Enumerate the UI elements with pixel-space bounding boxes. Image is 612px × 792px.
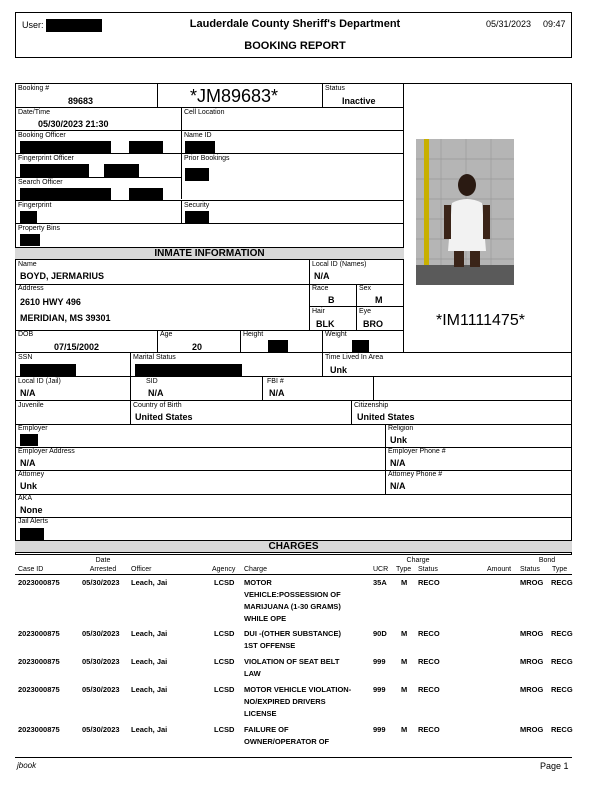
charge-status: RECO	[418, 578, 440, 587]
booking-number-label: Booking #	[18, 85, 50, 92]
charge-bond-status: MROG	[520, 578, 544, 587]
dob-value: 07/15/2002	[54, 342, 100, 352]
sex-value: M	[375, 295, 383, 305]
local-id-names: N/A	[314, 271, 330, 281]
col-status: Status	[418, 566, 438, 573]
charge-officer: Leach, Jai	[131, 685, 168, 694]
attorney-phone-label: Attorney Phone #	[388, 471, 443, 478]
ssn-label: SSN	[18, 354, 33, 361]
fingerprint-officer-label: Fingerprint Officer	[18, 155, 74, 162]
charge-type: M	[401, 657, 408, 666]
height-label: Height	[243, 331, 264, 338]
dob-label: DOB	[18, 331, 34, 338]
user-label: User:	[22, 20, 44, 30]
charge-description: LAW	[244, 669, 261, 678]
col-charge: Charge	[244, 566, 267, 573]
charge-status: RECO	[418, 629, 440, 638]
charge-ucr: 35A	[373, 578, 387, 587]
mugshot-photo	[416, 139, 514, 285]
charge-description: DUI -(OTHER SUBSTANCE)	[244, 629, 341, 638]
redacted-user	[46, 19, 102, 32]
charge-description: VEHICLE:POSSESSION OF	[244, 590, 341, 599]
charge-ucr: 999	[373, 725, 386, 734]
report-title: BOOKING REPORT	[244, 40, 346, 52]
search-officer-label: Search Officer	[18, 179, 63, 186]
weight-label: Weight	[325, 331, 347, 338]
booking-code: *JM89683*	[190, 86, 279, 106]
charge-agency: LCSD	[214, 657, 235, 666]
charge-officer: Leach, Jai	[131, 629, 168, 638]
inmate-name: BOYD, JERMARIUS	[20, 271, 105, 281]
aka-value: None	[20, 505, 43, 515]
charge-ucr: 999	[373, 657, 386, 666]
report-date: 05/31/2023	[486, 19, 532, 29]
attorney-value: Unk	[20, 481, 38, 491]
charge-description: LICENSE	[244, 709, 277, 718]
footer-left: jbook	[17, 761, 37, 770]
sid-label: SID	[146, 378, 158, 385]
fingerprint-label: Fingerprint	[18, 202, 52, 209]
attorney-phone: N/A	[390, 481, 406, 491]
status-label: Status	[325, 85, 345, 92]
charge-bond-status: MROG	[520, 657, 544, 666]
local-id-jail-label: Local ID (Jail)	[18, 378, 61, 385]
datetime-value: 05/30/2023 21:30	[38, 119, 109, 129]
status-value: Inactive	[342, 96, 376, 106]
charge-description: WHILE OPE	[244, 614, 287, 623]
col-bond-type: Type	[552, 566, 568, 573]
local-id-jail: N/A	[20, 388, 36, 398]
charge-bond-type: RECG	[551, 657, 573, 666]
col-bond-group: Bond	[538, 557, 556, 564]
property-bins-label: Property Bins	[18, 225, 61, 232]
juvenile-label: Juvenile	[18, 402, 44, 409]
photo-id-code: *IM1111475*	[436, 312, 525, 329]
charge-description: VIOLATION OF SEAT BELT	[244, 657, 340, 666]
photo-divider	[403, 83, 404, 352]
religion-label: Religion	[388, 425, 414, 432]
time-lived-label: Time Lived In Area	[325, 354, 384, 361]
employer-address-label: Employer Address	[18, 448, 75, 455]
age-value: 20	[192, 342, 203, 352]
col-date-top: Date	[95, 557, 111, 564]
charge-date: 05/30/2023	[82, 685, 120, 694]
inmate-info-header: INMATE INFORMATION	[15, 247, 404, 260]
country-of-birth-label: Country of Birth	[133, 402, 182, 409]
charge-type: M	[401, 578, 408, 587]
charge-date: 05/30/2023	[82, 657, 120, 666]
attorney-label: Attorney	[18, 471, 45, 478]
religion-value: Unk	[390, 435, 408, 445]
fbi-label: FBI #	[267, 378, 284, 385]
marital-status-label: Marital Status	[133, 354, 176, 361]
report-time: 09:47	[543, 19, 566, 29]
charge-description: NO/EXPIRED DRIVERS	[244, 697, 326, 706]
employer-address: N/A	[20, 458, 36, 468]
country-of-birth: United States	[135, 412, 193, 422]
charge-officer: Leach, Jai	[131, 578, 168, 587]
charge-agency: LCSD	[214, 685, 235, 694]
charge-bond-type: RECG	[551, 629, 573, 638]
charge-description: 1ST OFFENSE	[244, 641, 296, 650]
local-id-names-label: Local ID (Names)	[312, 261, 367, 268]
fbi-value: N/A	[269, 388, 285, 398]
col-date-bottom: Arrested	[89, 566, 117, 573]
charge-agency: LCSD	[214, 578, 235, 587]
eye-label: Eye	[359, 308, 372, 315]
charge-bond-type: RECG	[551, 578, 573, 587]
charge-type: M	[401, 725, 408, 734]
charge-status: RECO	[418, 657, 440, 666]
name-id-label: Name ID	[184, 132, 212, 139]
charge-case-id: 2023000875	[18, 685, 60, 694]
charge-agency: LCSD	[214, 629, 235, 638]
cell-location-label: Cell Location	[184, 109, 225, 116]
col-case-id: Case ID	[18, 566, 44, 573]
charges-header: CHARGES	[15, 540, 572, 553]
charge-status: RECO	[418, 685, 440, 694]
charge-description: FAILURE OF	[244, 725, 289, 734]
charge-officer: Leach, Jai	[131, 725, 168, 734]
charge-agency: LCSD	[214, 725, 235, 734]
age-label: Age	[160, 331, 173, 338]
charge-type: M	[401, 629, 408, 638]
charge-ucr: 999	[373, 685, 386, 694]
agency-title: Lauderdale County Sheriff's Department	[189, 18, 401, 30]
charge-officer: Leach, Jai	[131, 657, 168, 666]
address-line-2: MERIDIAN, MS 39301	[20, 313, 111, 323]
aka-label: AKA	[18, 495, 33, 502]
charge-bond-status: MROG	[520, 629, 544, 638]
citizenship-value: United States	[357, 412, 415, 422]
charge-description: MARIJUANA (1-30 GRAMS)	[244, 602, 341, 611]
eye-value: BRO	[363, 319, 383, 329]
charge-date: 05/30/2023	[82, 578, 120, 587]
address-line-1: 2610 HWY 496	[20, 297, 81, 307]
name-label: Name	[18, 261, 37, 268]
col-ucr: UCR	[373, 566, 389, 573]
col-amount: Amount	[487, 566, 512, 573]
jail-alerts-label: Jail Alerts	[18, 518, 48, 525]
hair-value: BLK	[316, 319, 335, 329]
charge-case-id: 2023000875	[18, 657, 60, 666]
time-lived-value: Unk	[330, 365, 348, 375]
citizenship-label: Citizenship	[354, 402, 389, 409]
security-label: Security	[184, 202, 210, 209]
col-agency: Agency	[212, 566, 236, 573]
employer-phone-label: Employer Phone #	[388, 448, 446, 455]
prior-bookings-label: Prior Bookings	[184, 155, 230, 162]
datetime-label: Date/Time	[18, 109, 51, 116]
race-label: Race	[312, 285, 329, 292]
charge-status: RECO	[418, 725, 440, 734]
employer-label: Employer	[18, 425, 48, 432]
col-officer: Officer	[131, 566, 152, 573]
col-bond-status: Status	[520, 566, 540, 573]
col-type: Type	[396, 566, 412, 573]
charge-bond-status: MROG	[520, 685, 544, 694]
charge-bond-type: RECG	[551, 685, 573, 694]
sex-label: Sex	[359, 285, 372, 292]
race-value: B	[328, 295, 335, 305]
charge-description: MOTOR VEHICLE VIOLATION-	[244, 685, 352, 694]
hair-label: Hair	[312, 308, 325, 315]
col-charge-group: Charge	[406, 557, 430, 564]
booking-number: 89683	[68, 96, 94, 106]
booking-officer-label: Booking Officer	[18, 132, 66, 139]
charge-date: 05/30/2023	[82, 725, 120, 734]
charge-type: M	[401, 685, 408, 694]
charge-case-id: 2023000875	[18, 725, 60, 734]
charge-date: 05/30/2023	[82, 629, 120, 638]
employer-phone: N/A	[390, 458, 406, 468]
page-number: Page 1	[540, 761, 569, 771]
charge-description: OWNER/OPERATOR OF	[244, 737, 330, 746]
charge-case-id: 2023000875	[18, 629, 60, 638]
charge-ucr: 90D	[373, 629, 387, 638]
charge-bond-type: RECG	[551, 725, 573, 734]
charge-case-id: 2023000875	[18, 578, 60, 587]
charge-description: MOTOR	[244, 578, 272, 587]
charge-bond-status: MROG	[520, 725, 544, 734]
address-label: Address	[18, 285, 44, 292]
sid-value: N/A	[148, 388, 164, 398]
